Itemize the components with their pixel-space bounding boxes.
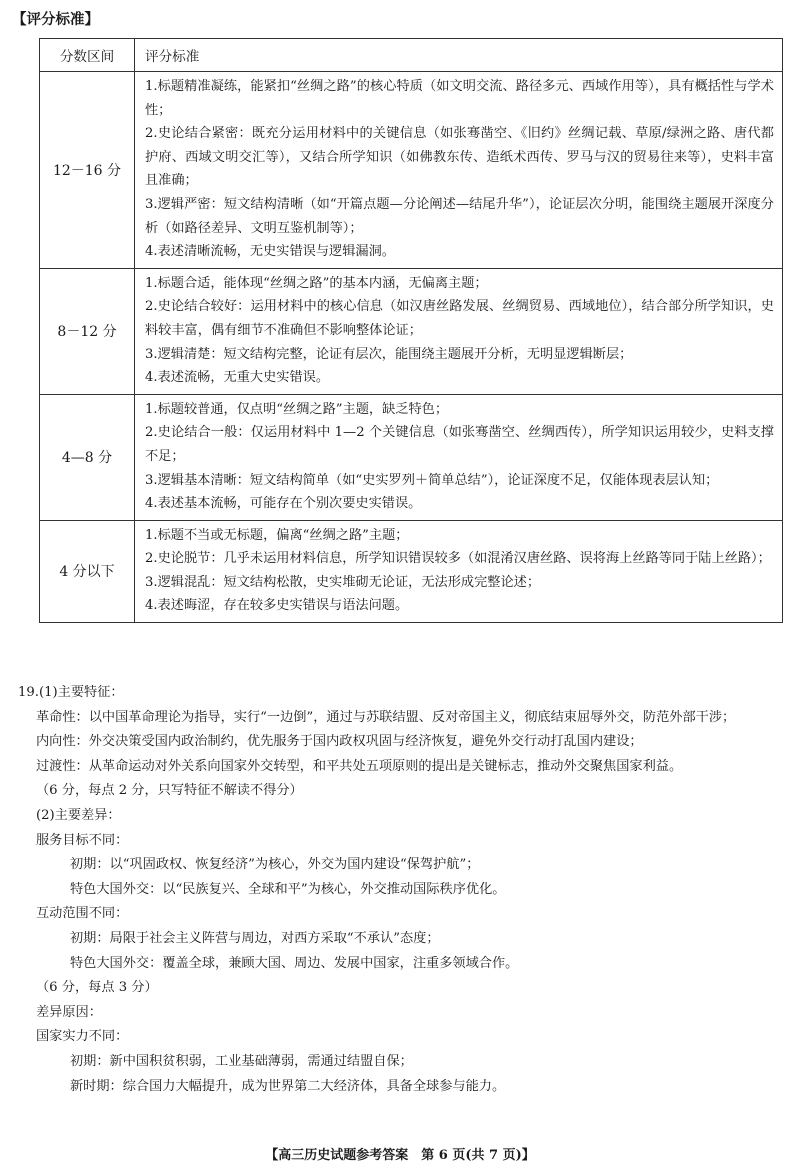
criterion: 3.逻辑清楚：短文结构完整，论证有层次，能围绕主题展开分析，无明显逻辑断层； xyxy=(145,346,633,362)
criterion: 3.逻辑基本清晰：短文结构简单（如“史实罗列＋简单总结”），论证深度不足，仅能体现表层认知； xyxy=(145,472,719,488)
q2-header: (2)主要差异： xyxy=(36,807,121,823)
criteria-cell xyxy=(135,268,783,394)
criterion: 2.史论脱节：几乎未运用材料信息，所学知识错误较多（如混淆汉唐丝路、误将海上丝路等同于陆上丝路）； xyxy=(145,551,771,567)
criterion: 3.逻辑严密：短文结构清晰（如“开篇点题—分论阐述—结尾升华”），论证层次分明，能围绕主题展开深度分析（如路径差异、文明互鉴机制等）； xyxy=(145,196,774,236)
table-header-row xyxy=(40,39,783,72)
criterion: 1.标题不当或无标题，偏离“丝绸之路”主题； xyxy=(145,527,409,543)
criterion: 2.史论结合一般：仅运用材料中 1—2 个关键信息（如张骞凿空、丝绸西传），所学知识运用较少，史料支撑不足； xyxy=(145,425,774,464)
header-criteria: 评分标准 xyxy=(135,39,783,72)
goal-new: 特色大国外交：以“民族复兴、全球和平”为核心，外交推动国际秩序优化。 xyxy=(70,881,506,897)
answer-section xyxy=(18,681,788,1099)
score-range: 4 分以下 xyxy=(40,520,135,622)
criterion: 2.史论结合紧密：既充分运用材料中的关键信息（如张骞凿空、《旧约》丝绸记载、草原/绿洲之路、唐代都护府、西域文明交汇等），又结合所学知识（如佛教东传、造纸术西传、罗马与汉的贸易往来等），史料丰富且准确； xyxy=(145,126,774,189)
feature-inward: 内向性：外交决策受国内政治制约，优先服务于国内政权巩固与经济恢复，避免外交行动打乱国内建设； xyxy=(36,734,643,750)
criterion: 1.标题合适，能体现“丝绸之路”的基本内涵，无偏离主题； xyxy=(145,275,488,291)
criterion: 4.表述基本流畅，可能存在个别次要史实错误。 xyxy=(145,496,422,512)
feature-revolutionary: 革命性：以中国革命理论为指导，实行“一边倒”，通过与苏联结盟、反对帝国主义，彻底结束屈辱外交，防范外部干涉； xyxy=(36,709,736,725)
scope-title: 互动范围不同： xyxy=(36,906,129,922)
score-range: 8－12 分 xyxy=(40,268,135,394)
criterion: 3.逻辑混乱：短文结构松散，史实堆砌无论证，无法形成完整论述； xyxy=(145,574,541,590)
criteria-cell xyxy=(135,72,783,269)
feature-transitional: 过渡性：从革命运动对外关系向国家外交转型，和平共处五项原则的提出是关键标志，推动外交聚焦国家利益。 xyxy=(36,758,683,774)
page-footer: 【高三历史试题参考答案 第 6 页(共 7 页)】 xyxy=(265,1148,535,1163)
criterion: 4.表述晦涩，存在较多史实错误与语法问题。 xyxy=(145,598,409,614)
table-row xyxy=(40,520,783,622)
reason-header: 差异原因： xyxy=(36,1004,102,1020)
q1-scoring-note: （6 分，每点 2 分，只写特征不解读不得分） xyxy=(36,783,303,799)
power-new: 新时期：综合国力大幅提升，成为世界第二大经济体，具备全球参与能力。 xyxy=(70,1078,506,1094)
rubric-table xyxy=(39,38,783,623)
table-row xyxy=(40,394,783,520)
q2-scoring-note: （6 分，每点 3 分） xyxy=(36,980,158,996)
criterion: 4.表述清晰流畅，无史实错误与逻辑漏洞。 xyxy=(145,244,395,260)
goal-title: 服务目标不同： xyxy=(36,832,129,848)
power-title: 国家实力不同： xyxy=(36,1029,129,1045)
criterion: 4.表述流畅，无重大史实错误。 xyxy=(145,370,330,386)
power-early: 初期：新中国积贫积弱，工业基础薄弱，需通过结盟自保； xyxy=(70,1053,413,1069)
header-score-range: 分数区间 xyxy=(40,39,135,72)
section-title: 【评分标准】 xyxy=(12,11,99,28)
criteria-cell xyxy=(135,394,783,520)
scope-early: 初期：局限于社会主义阵营与周边，对西方采取“不承认”态度； xyxy=(70,930,440,946)
criterion: 1.标题精准凝练，能紧扣“丝绸之路”的核心特质（如文明交流、路径多元、西域作用等），具有概括性与学术性； xyxy=(145,79,774,118)
goal-early: 初期：以“巩固政权、恢复经济”为核心，外交为国内建设“保驾护航”； xyxy=(70,857,480,873)
criterion: 1.标题较普通，仅点明“丝绸之路”主题，缺乏特色； xyxy=(145,401,449,417)
criteria-cell xyxy=(135,520,783,622)
score-range: 12－16 分 xyxy=(40,72,135,269)
q1-header: 19.(1)主要特征： xyxy=(18,685,124,700)
table-row xyxy=(40,268,783,394)
criterion: 2.史论结合较好：运用材料中的核心信息（如汉唐丝路发展、丝绸贸易、西域地位），结合部分所学知识，史料较丰富，偶有细节不准确但不影响整体论证； xyxy=(145,299,774,338)
scope-new: 特色大国外交：覆盖全球，兼顾大国、周边、发展中国家，注重多领域合作。 xyxy=(70,955,519,971)
score-range: 4—8 分 xyxy=(40,394,135,520)
table-row xyxy=(40,72,783,269)
